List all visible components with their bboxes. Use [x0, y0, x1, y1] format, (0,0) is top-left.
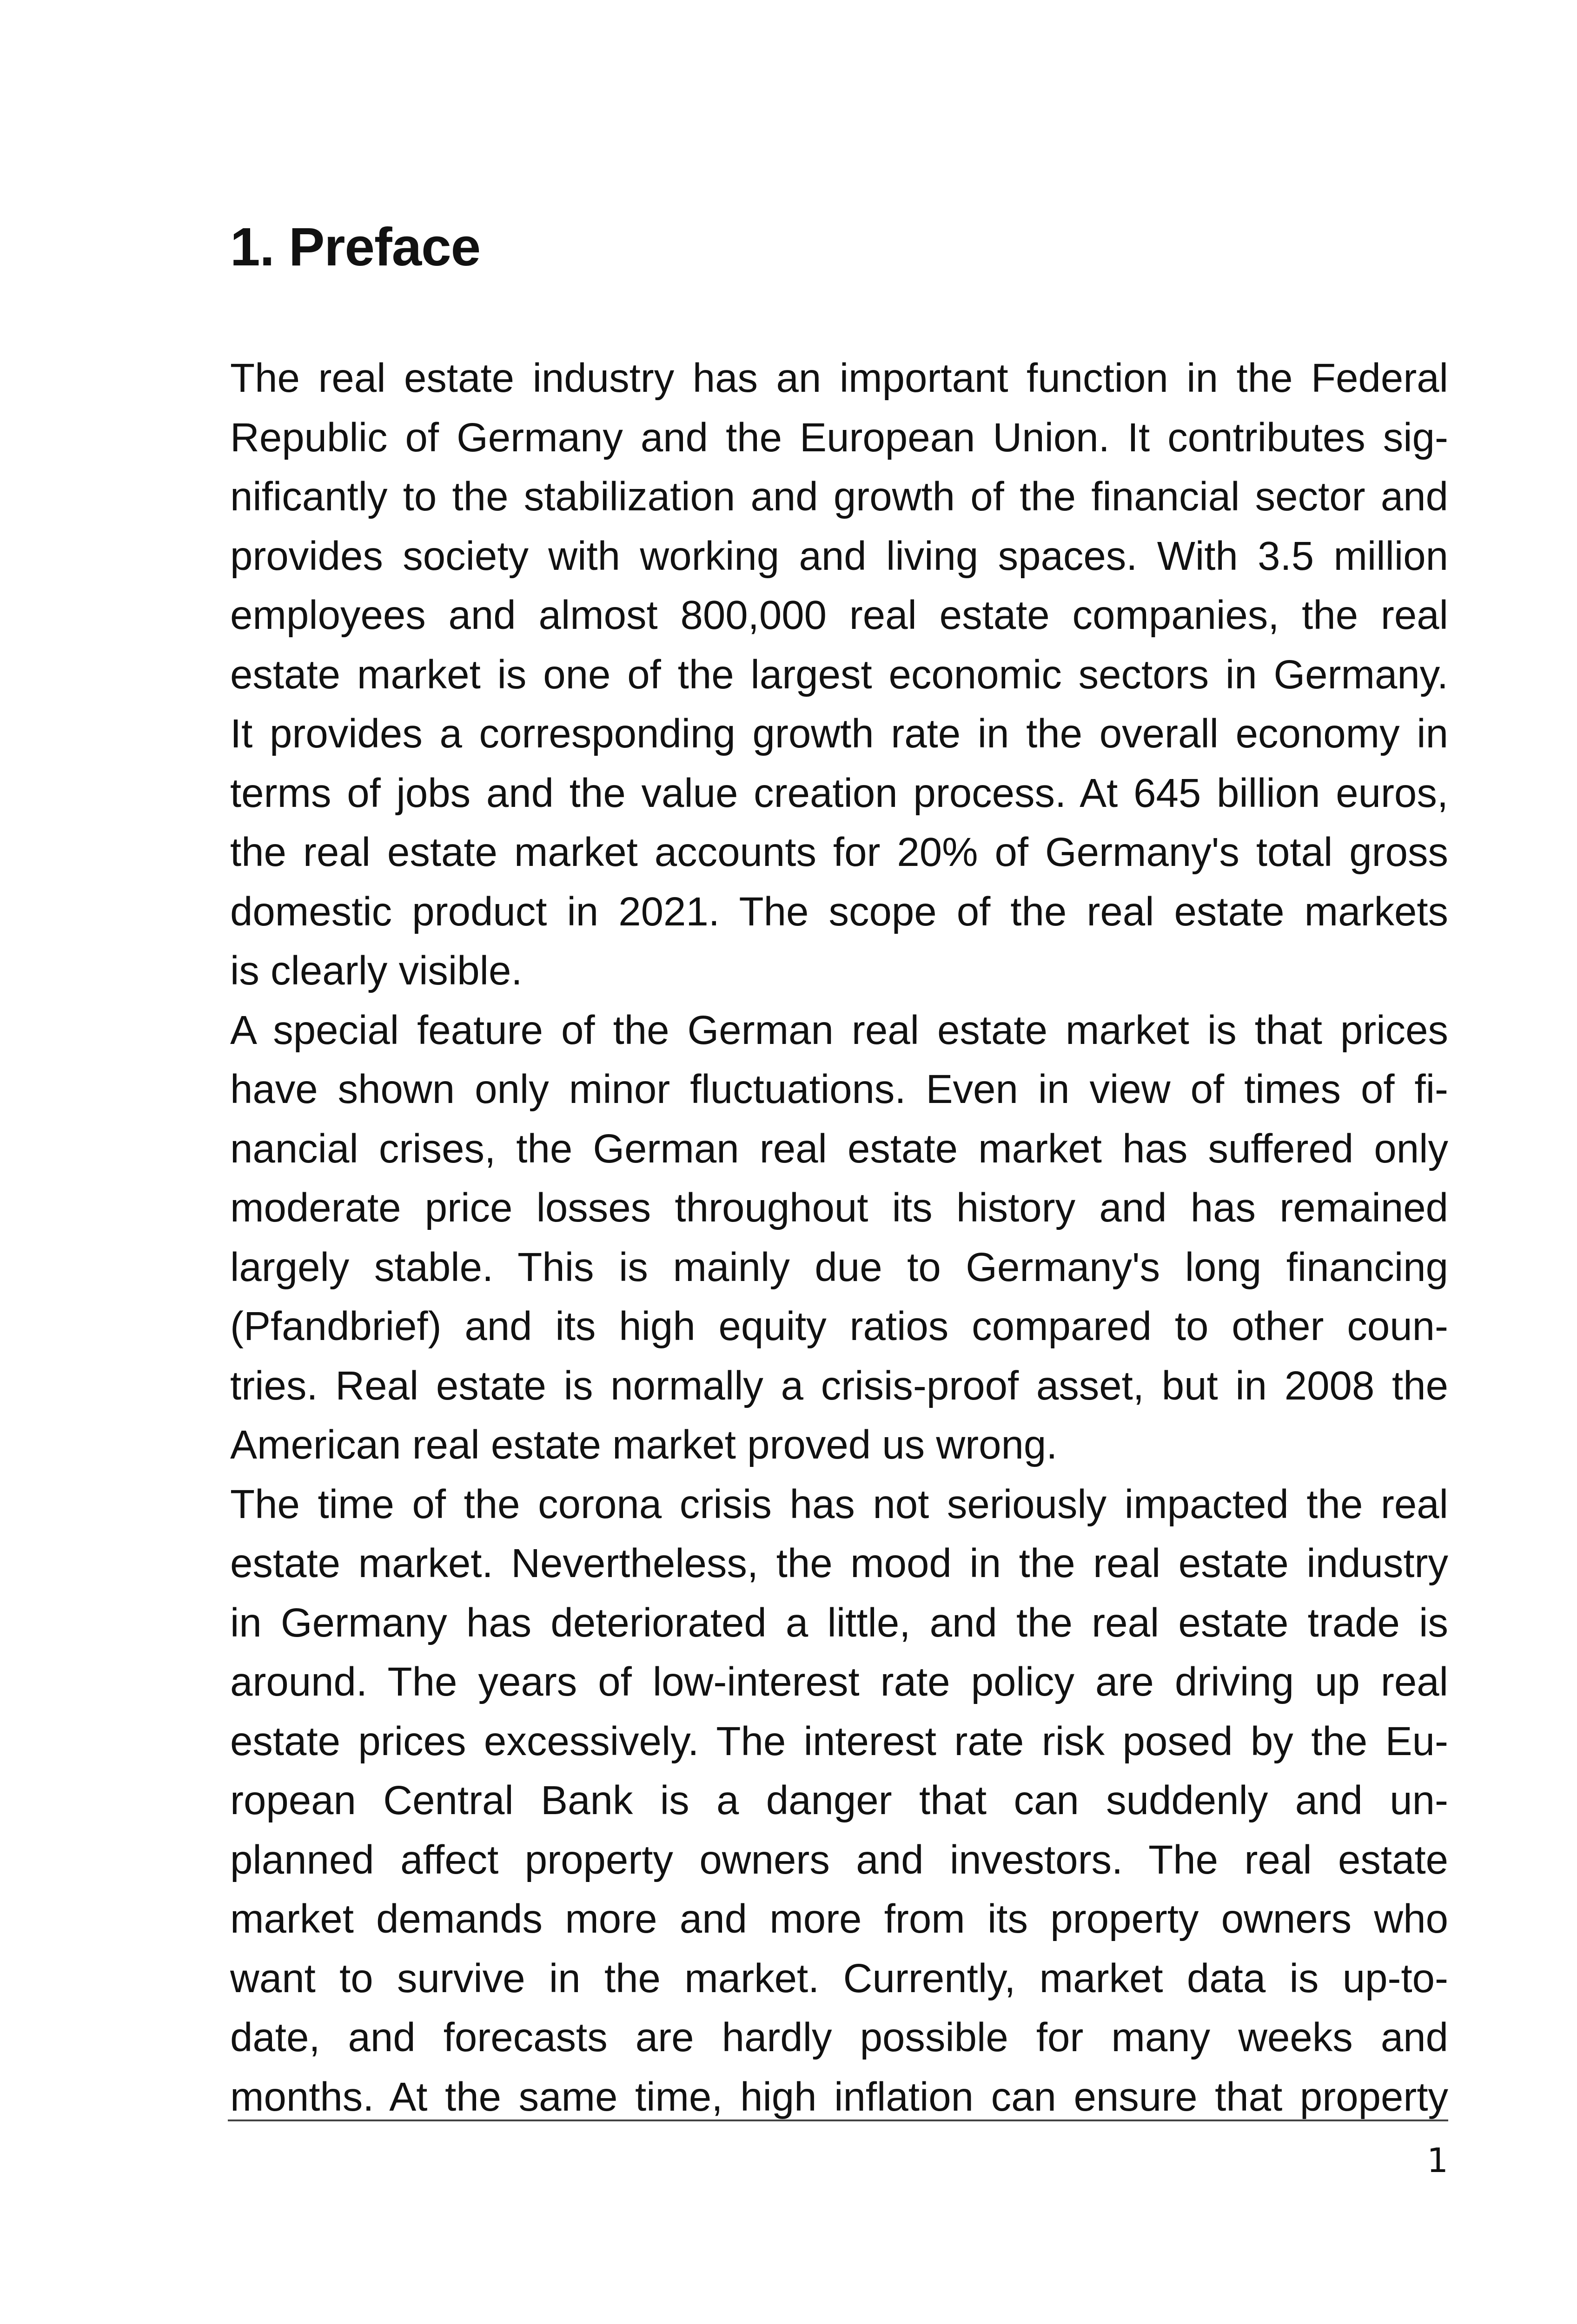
text-line: want to survive in the market. Currently, market data is up-to-	[230, 1955, 1448, 2001]
text-line: market demands more and more from its property owners who	[230, 1896, 1448, 1941]
text-line: nancial crises, the German real estate market has suffered only	[230, 1126, 1448, 1171]
text-line: estate market. Nevertheless, the mood in the real estate industry	[230, 1541, 1448, 1586]
chapter-heading: 1. Preface	[230, 217, 481, 277]
text-line: (Pfandbrief) and its high equity ratios compared to other coun-	[230, 1304, 1448, 1349]
text-line: Republic of Germany and the European Union. It contributes sig-	[230, 415, 1448, 460]
text-line: domestic product in 2021. The scope of the real estate markets	[230, 889, 1448, 934]
footer-divider	[228, 2119, 1448, 2121]
text-line: American real estate market proved us wrong.	[230, 1422, 1058, 1467]
page-number: 1	[1427, 2141, 1448, 2180]
text-line: moderate price losses throughout its history and has remained	[230, 1185, 1448, 1230]
text-line: around. The years of low-interest rate policy are driving up real	[230, 1659, 1448, 1704]
text-line: estate prices excessively. The interest rate risk posed by the Eu-	[230, 1718, 1448, 1764]
text-line: The real estate industry has an important function in the Federal	[230, 356, 1448, 401]
body-text	[230, 349, 1448, 2126]
text-line: tries. Real estate is normally a crisis-proof asset, but in 2008 the	[230, 1363, 1448, 1408]
text-line: months. At the same time, high inflation can ensure that property	[230, 2074, 1448, 2119]
text-line: largely stable. This is mainly due to Germany's long financing	[230, 1244, 1448, 1290]
text-line: terms of jobs and the value creation process. At 645 billion euros,	[230, 770, 1448, 816]
text-line: The time of the corona crisis has not seriously impacted the real	[230, 1481, 1448, 1527]
text-line: have shown only minor fluctuations. Even in view of times of fi-	[230, 1067, 1448, 1112]
text-line: in Germany has deteriorated a little, and the real estate trade is	[230, 1600, 1448, 1645]
text-line: planned affect property owners and investors. The real estate	[230, 1837, 1448, 1882]
text-line: It provides a corresponding growth rate in the overall economy in	[230, 711, 1448, 756]
text-line: ropean Central Bank is a danger that can suddenly and un-	[230, 1778, 1448, 1823]
text-line: provides society with working and living spaces. With 3.5 million	[230, 533, 1448, 579]
text-line: the real estate market accounts for 20% of Germany's total gross	[230, 830, 1448, 875]
text-line: is clearly visible.	[230, 948, 523, 993]
text-line: A special feature of the German real estate market is that prices	[230, 1007, 1448, 1053]
text-line: date, and forecasts are hardly possible for many weeks and	[230, 2015, 1448, 2060]
text-line: nificantly to the stabilization and growth of the financial sector and	[230, 474, 1448, 519]
text-line: employees and almost 800,000 real estate companies, the real	[230, 593, 1448, 638]
text-line: estate market is one of the largest economic sectors in Germany.	[230, 652, 1448, 697]
